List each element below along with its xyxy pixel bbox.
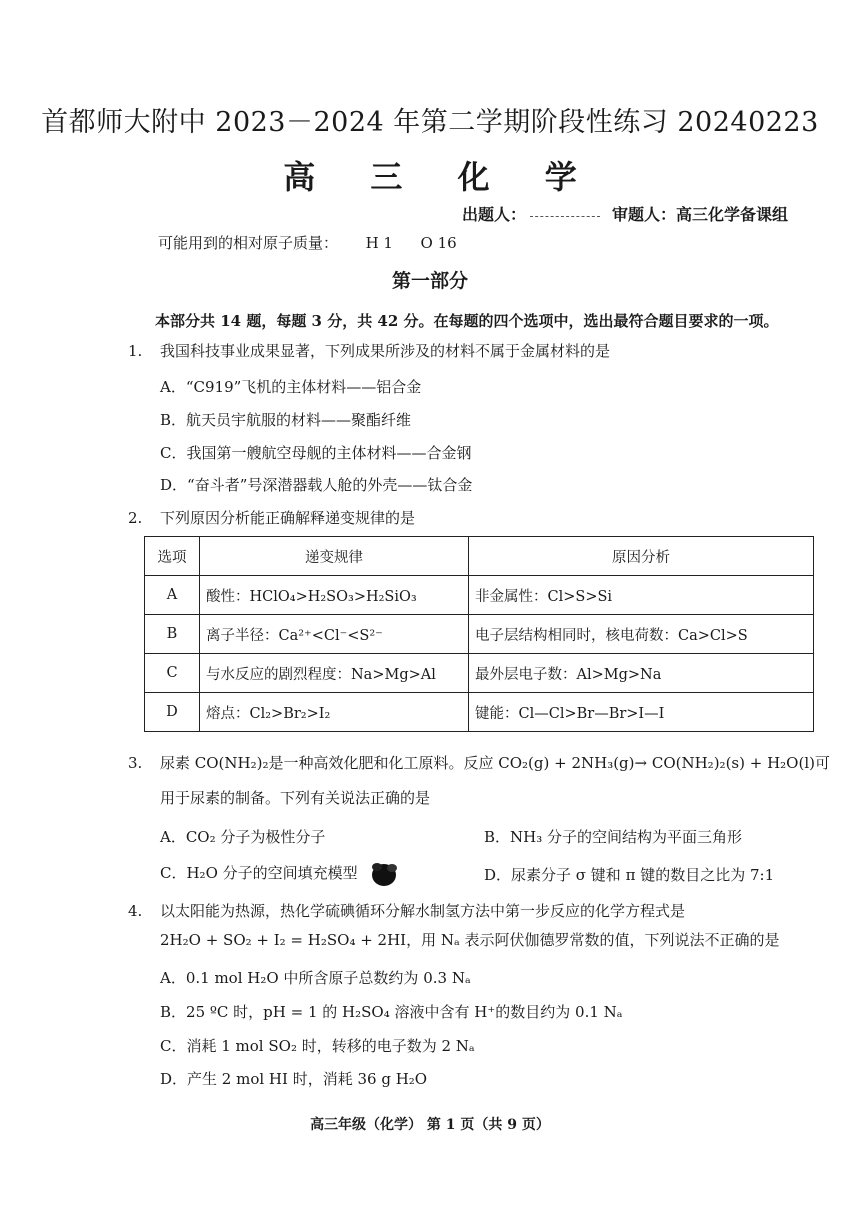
table-header: 原因分析	[469, 537, 814, 576]
q1-option-c: C．我国第一艘航空母舰的主体材料——合金钢	[160, 444, 472, 462]
question-3-stem	[128, 752, 830, 773]
section-instructions: 本部分共 14 题，每题 3 分，共 42 分。在每题的四个选项中，选出最符合题目要求的一项。	[155, 312, 779, 330]
table-row	[145, 693, 814, 732]
table-cell-rule: 离子半径：Ca²⁺<Cl⁻<S²⁻	[200, 615, 469, 654]
space-filling-model-image	[370, 861, 398, 887]
q3-option-c	[160, 861, 398, 887]
table-cell-option: D	[145, 693, 200, 732]
question-4-stem	[128, 900, 685, 921]
q4-option-b: B．25 ºC 时，pH = 1 的 H₂SO₄ 溶液中含有 H⁺的数目约为 0.1 Nₐ	[160, 1003, 623, 1021]
question-number: 2.	[128, 509, 143, 527]
author-label: 出题人：	[462, 205, 527, 224]
q3-option-b: B．NH₃ 分子的空间结构为平面三角形	[484, 828, 743, 846]
table-header-row	[145, 537, 814, 576]
q1-option-a: A．“C919”飞机的主体材料——铝合金	[160, 378, 422, 396]
authors-line	[462, 202, 788, 225]
subject-title: 高 三 化 学	[283, 158, 599, 196]
q1-option-b: B．航天员宇航服的材料——聚酯纤维	[160, 411, 412, 429]
q1-option-d: D．“奋斗者”号深潜器载人舱的外壳——钛合金	[160, 476, 473, 494]
question-text: 我国科技事业成果显著，下列成果所涉及的材料不属于金属材料的是	[160, 342, 611, 360]
table-cell-rule: 与水反应的剧烈程度：Na>Mg>Al	[200, 654, 469, 693]
q3-option-a: A．CO₂ 分子为极性分子	[160, 828, 326, 846]
q3-stem-line2: 用于尿素的制备。下列有关说法正确的是	[160, 789, 431, 807]
q3-option-d: D．尿素分子 σ 键和 π 键的数目之比为 7:1	[484, 866, 775, 884]
table-cell-reason: 键能：Cl—Cl>Br—Br>I—I	[469, 693, 814, 732]
page-footer: 高三年级（化学） 第 1 页（共 9 页）	[310, 1117, 550, 1133]
author-redacted	[530, 216, 600, 217]
table-row	[145, 576, 814, 615]
question-text: 尿素 CO(NH₂)₂是一种高效化肥和化工原料。反应 CO₂(g) + 2NH₃(g)→ CO(NH₂)₂(s) + H₂O(l)可	[160, 754, 830, 772]
table-cell-rule: 熔点：Cl₂>Br₂>I₂	[200, 693, 469, 732]
question-1-stem	[128, 340, 610, 361]
exam-title: 首都师大附中 2023－2024 年第二学期阶段性练习 20240223	[41, 107, 819, 138]
table-row	[145, 615, 814, 654]
q4-stem-line2: 2H₂O + SO₂ + I₂ = H₂SO₄ + 2HI，用 Nₐ 表示阿伏伽德罗常数的值，下列说法不正确的是	[160, 931, 780, 949]
part-heading: 第一部分	[391, 270, 468, 292]
table-cell-reason: 最外层电子数：Al>Mg>Na	[469, 654, 814, 693]
atomic-mass-h: H 1	[365, 234, 393, 252]
atomic-mass-label: 可能用到的相对原子质量：	[158, 234, 339, 252]
table-row	[145, 654, 814, 693]
question-number: 4.	[128, 902, 143, 920]
table-header: 选项	[145, 537, 200, 576]
table-cell-reason: 电子层结构相同时，核电荷数：Ca>Cl>S	[469, 615, 814, 654]
question-text: 下列原因分析能正确解释递变规律的是	[160, 509, 416, 527]
table-header: 递变规律	[200, 537, 469, 576]
question-number: 3.	[128, 754, 143, 772]
atomic-mass-o: O 16	[420, 234, 457, 252]
q4-option-d: D．产生 2 mol HI 时，消耗 36 g H₂O	[160, 1070, 428, 1088]
table-cell-reason: 非金属性：Cl>S>Si	[469, 576, 814, 615]
q4-option-a: A．0.1 mol H₂O 中所含原子总数约为 0.3 Nₐ	[160, 969, 471, 987]
table-cell-rule: 酸性：HClO₄>H₂SO₃>H₂SiO₃	[200, 576, 469, 615]
q3-option-c-text: C．H₂O 分子的空间填充模型	[160, 864, 358, 882]
table-cell-option: A	[145, 576, 200, 615]
table-cell-option: B	[145, 615, 200, 654]
question-number: 1.	[128, 342, 143, 360]
question-text: 以太阳能为热源，热化学硫碘循环分解水制氢方法中第一步反应的化学方程式是	[160, 902, 686, 920]
reviewer-label: 审题人：高三化学备课组	[612, 205, 789, 224]
table-cell-option: C	[145, 654, 200, 693]
q4-option-c: C．消耗 1 mol SO₂ 时，转移的电子数为 2 Nₐ	[160, 1037, 475, 1055]
atomic-mass-line	[158, 232, 457, 253]
q2-table	[144, 536, 814, 732]
question-2-stem	[128, 507, 415, 528]
